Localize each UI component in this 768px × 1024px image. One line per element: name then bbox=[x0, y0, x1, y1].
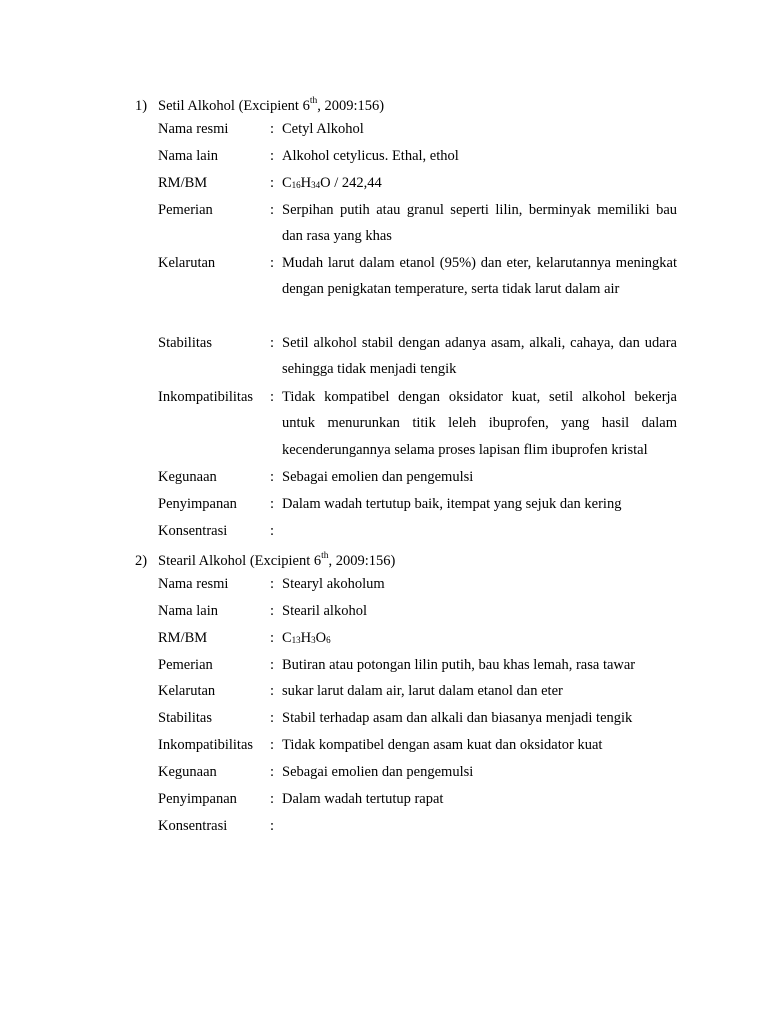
section-title: Setil Alkohol (Excipient 6 bbox=[158, 97, 310, 114]
property-value: Stabil terhadap asam dan alkali dan biasanya menjadi tengik bbox=[282, 709, 633, 726]
section-title-citation: , 2009:156) bbox=[328, 552, 396, 569]
formula-subscript: 3 bbox=[311, 634, 316, 645]
property-colon: : bbox=[270, 764, 275, 780]
property-value: Dalam wadah tertutup baik, itempat yang sejuk dan kering bbox=[282, 495, 622, 512]
formula-subscript: 16 bbox=[291, 179, 301, 190]
property-label: Nama resmi bbox=[158, 576, 229, 592]
property-label: Konsentrasi bbox=[158, 523, 228, 539]
property-label: Penyimpanan bbox=[158, 496, 237, 512]
formula-subscript: 13 bbox=[291, 634, 301, 645]
property-value: Stearyl akoholum bbox=[282, 575, 385, 592]
property-value: Alkohol cetylicus. Ethal, ethol bbox=[282, 147, 459, 164]
property-colon: : bbox=[270, 818, 275, 834]
property-colon: : bbox=[270, 523, 275, 539]
property-label: Stabilitas bbox=[158, 335, 212, 351]
property-value: Mudah larut dalam etanol (95%) dan eter, kelarutannya meningkat dengan penigkatan temperature, serta tidak larut dalam air bbox=[282, 254, 677, 298]
property-colon: : bbox=[270, 496, 275, 512]
property-label: Pemerian bbox=[158, 202, 213, 218]
property-colon: : bbox=[270, 737, 275, 753]
formula-subscript: 34 bbox=[311, 179, 321, 190]
property-colon: : bbox=[270, 255, 275, 271]
property-colon: : bbox=[270, 148, 275, 164]
property-colon: : bbox=[270, 175, 275, 191]
section-title-citation: , 2009:156) bbox=[317, 97, 385, 114]
property-colon: : bbox=[270, 630, 275, 646]
property-label: Penyimpanan bbox=[158, 791, 237, 807]
property-value: sukar larut dalam air, larut dalam etanol dan eter bbox=[282, 682, 563, 699]
property-value: Cetyl Alkohol bbox=[282, 120, 364, 137]
section-title-superscript: th bbox=[321, 551, 329, 561]
property-label: Stabilitas bbox=[158, 710, 212, 726]
formula-part: H bbox=[300, 629, 312, 646]
formula-part: C bbox=[282, 174, 292, 191]
property-value: Tidak kompatibel dengan asam kuat dan oksidator kuat bbox=[282, 736, 603, 753]
property-colon: : bbox=[270, 603, 275, 619]
formula-part: O bbox=[315, 629, 327, 646]
section-heading-stearil-alkohol bbox=[135, 547, 395, 571]
property-colon: : bbox=[270, 710, 275, 726]
section-title: Stearil Alkohol (Excipient 6 bbox=[158, 552, 322, 569]
property-colon: : bbox=[270, 683, 275, 699]
section-heading-setil-alkohol bbox=[135, 92, 384, 116]
property-value: Stearil alkohol bbox=[282, 602, 367, 619]
chemical-formula bbox=[282, 170, 677, 199]
property-label: Nama lain bbox=[158, 603, 218, 619]
property-value: Sebagai emolien dan pengemulsi bbox=[282, 763, 474, 780]
section-title-superscript: th bbox=[309, 96, 318, 106]
property-colon: : bbox=[270, 335, 275, 351]
property-colon: : bbox=[270, 469, 275, 485]
property-colon: : bbox=[270, 121, 275, 137]
formula-part: O / 242,44 bbox=[320, 174, 382, 191]
property-label: Nama resmi bbox=[158, 121, 229, 137]
section-number: 2) bbox=[135, 552, 148, 569]
property-value: Tidak kompatibel dengan oksidator kuat, setil alkohol bekerja untuk menurunkan titik leleh ibuprofen, yang hasil dalam kecenderungannya selama proses lapisan flim ibuprofen kristal bbox=[282, 388, 677, 459]
property-label: Inkompatibilitas bbox=[158, 389, 254, 405]
property-label: Pemerian bbox=[158, 657, 213, 673]
property-label: Konsentrasi bbox=[158, 818, 228, 834]
property-value: Dalam wadah tertutup rapat bbox=[282, 790, 444, 807]
property-label: Kelarutan bbox=[158, 255, 216, 271]
chemical-formula bbox=[282, 625, 677, 654]
property-label: Inkompatibilitas bbox=[158, 737, 254, 753]
formula-part: C bbox=[282, 629, 292, 646]
property-label: Kegunaan bbox=[158, 469, 217, 485]
property-label: Nama lain bbox=[158, 148, 218, 164]
formula-subscript: 6 bbox=[326, 634, 331, 645]
property-value: Butiran atau potongan lilin putih, bau khas lemah, rasa tawar bbox=[282, 656, 636, 673]
section-number: 1) bbox=[135, 97, 148, 114]
property-colon: : bbox=[270, 202, 275, 218]
property-label: RM/BM bbox=[158, 630, 208, 646]
property-label: Kegunaan bbox=[158, 764, 217, 780]
property-colon: : bbox=[270, 657, 275, 673]
property-value: Setil alkohol stabil dengan adanya asam, alkali, cahaya, dan udara sehingga tidak menjadi tengik bbox=[282, 334, 677, 378]
property-value: Serpihan putih atau granul seperti lilin, berminyak memiliki bau dan rasa yang khas bbox=[282, 201, 677, 245]
property-value: Sebagai emolien dan pengemulsi bbox=[282, 468, 474, 485]
property-label: Kelarutan bbox=[158, 683, 216, 699]
property-colon: : bbox=[270, 791, 275, 807]
property-colon: : bbox=[270, 389, 275, 405]
property-label: RM/BM bbox=[158, 175, 208, 191]
property-colon: : bbox=[270, 576, 275, 592]
formula-part: H bbox=[300, 174, 312, 191]
